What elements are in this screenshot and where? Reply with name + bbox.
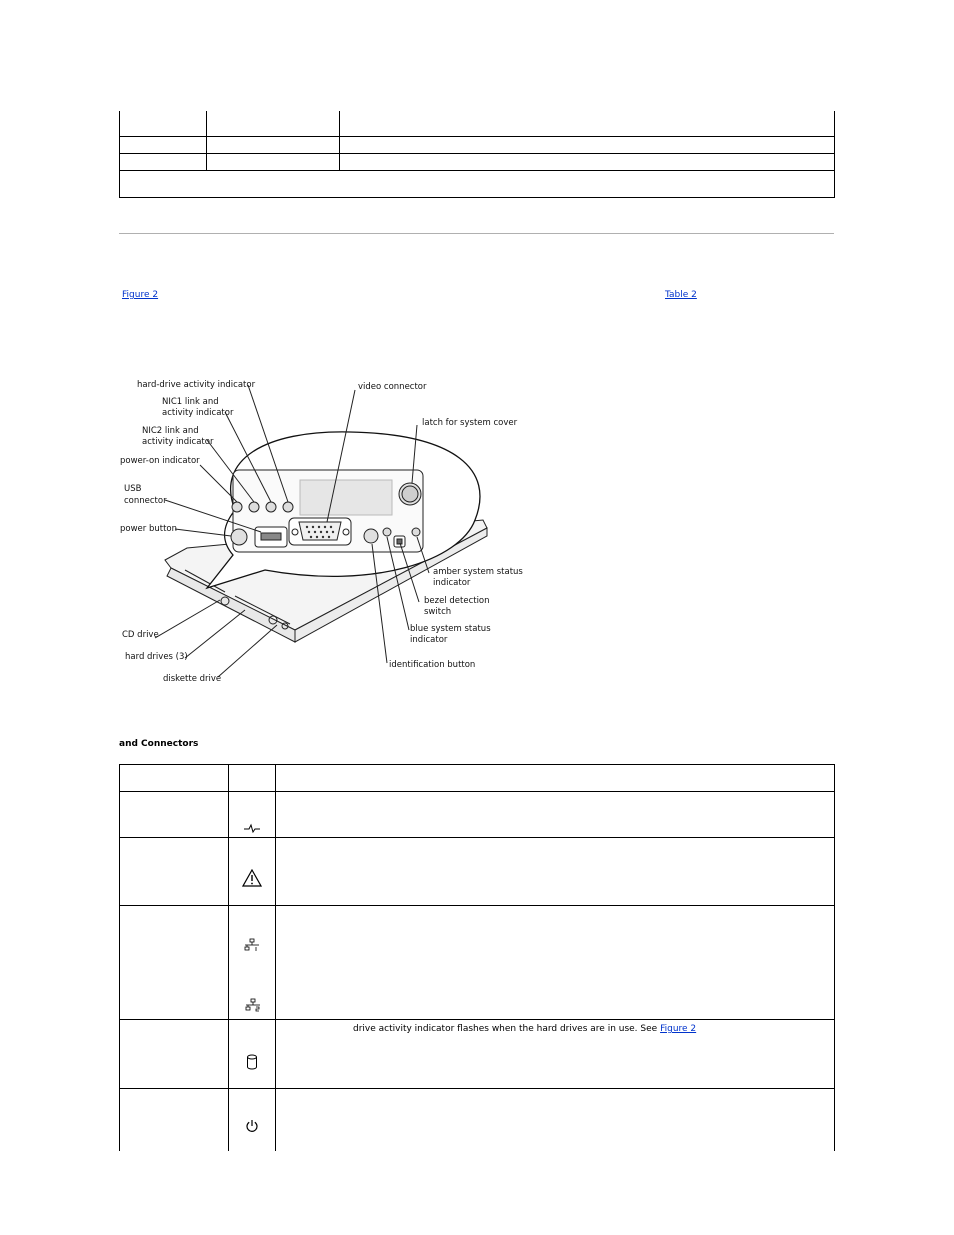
table-caption: and Connectors	[119, 739, 199, 749]
table-cell	[120, 792, 229, 838]
callout-bezel-line2: switch	[424, 607, 452, 617]
icon-cell	[229, 1020, 276, 1089]
nic2-network-icon	[244, 998, 262, 1012]
top-table-cell	[207, 153, 340, 170]
icon-cell	[229, 792, 276, 838]
callout-latch: latch for system cover	[422, 418, 518, 428]
top-table	[119, 111, 835, 198]
top-table-cell	[340, 111, 835, 136]
callout-hard-drive-activity: hard-drive activity indicator	[137, 380, 256, 390]
header-cell	[229, 765, 276, 792]
power-icon	[245, 1119, 259, 1133]
heartbeat-icon	[243, 823, 261, 833]
callout-identification: identification button	[389, 660, 476, 670]
header-cell	[120, 765, 229, 792]
table-cell	[276, 792, 835, 838]
table-2-link[interactable]: Table 2	[665, 290, 697, 300]
warning-triangle-icon	[242, 869, 262, 887]
callout-nic2-line2: activity indicator	[142, 437, 214, 447]
table-cell	[120, 1089, 229, 1152]
callout-diskette: diskette drive	[163, 674, 222, 684]
callout-bezel-line1: bezel detection	[424, 596, 490, 606]
callout-usb-line1: USB	[124, 484, 142, 494]
top-table-cell	[207, 111, 340, 136]
callout-nic1-line1: NIC1 link and	[162, 397, 219, 407]
icon-cell	[229, 906, 276, 1020]
callout-usb-line2: connector	[124, 496, 167, 506]
figure-2-link[interactable]: Figure 2	[122, 290, 159, 300]
table-cell	[276, 1089, 835, 1152]
top-table-cell	[340, 153, 835, 170]
top-table-cell	[120, 136, 207, 153]
callout-nic2-line1: NIC2 link and	[142, 426, 199, 436]
nic1-network-icon	[243, 938, 261, 952]
table-cell	[120, 1020, 229, 1089]
table-cell	[276, 1020, 835, 1089]
icon-cell	[229, 1089, 276, 1152]
hard-drive-description-text: drive activity indicator flashes when the hard drives are in use. See	[353, 1024, 658, 1034]
callout-amber-line2: indicator	[433, 578, 471, 588]
table-cell	[120, 838, 229, 906]
indicators-table	[119, 764, 835, 1151]
figure-2-inline-link[interactable]: Figure 2	[660, 1024, 697, 1034]
top-table-cell	[120, 153, 207, 170]
table-cell	[120, 906, 229, 1020]
table-cell	[276, 838, 835, 906]
callout-hard-drives: hard drives (3)	[125, 652, 188, 662]
hard-drive-icon	[246, 1054, 258, 1070]
top-table-cell	[207, 136, 340, 153]
hard-drive-description	[276, 1020, 834, 1034]
top-table-note-cell	[120, 170, 835, 197]
callout-video-connector: video connector	[358, 382, 427, 392]
top-table-cell	[340, 136, 835, 153]
callout-power-button: power button	[120, 524, 178, 534]
callout-power-on: power-on indicator	[120, 456, 200, 466]
icon-cell	[229, 838, 276, 906]
callout-amber-line1: amber system status	[433, 567, 523, 577]
callout-cd-drive: CD drive	[122, 630, 159, 640]
callout-blue-line1: blue system status	[410, 624, 491, 634]
callout-nic1-line2: activity indicator	[162, 408, 234, 418]
section-divider	[119, 233, 834, 234]
callout-blue-line2: indicator	[410, 635, 448, 645]
top-table-cell	[120, 111, 207, 136]
header-cell	[276, 765, 835, 792]
table-cell	[276, 906, 835, 1020]
